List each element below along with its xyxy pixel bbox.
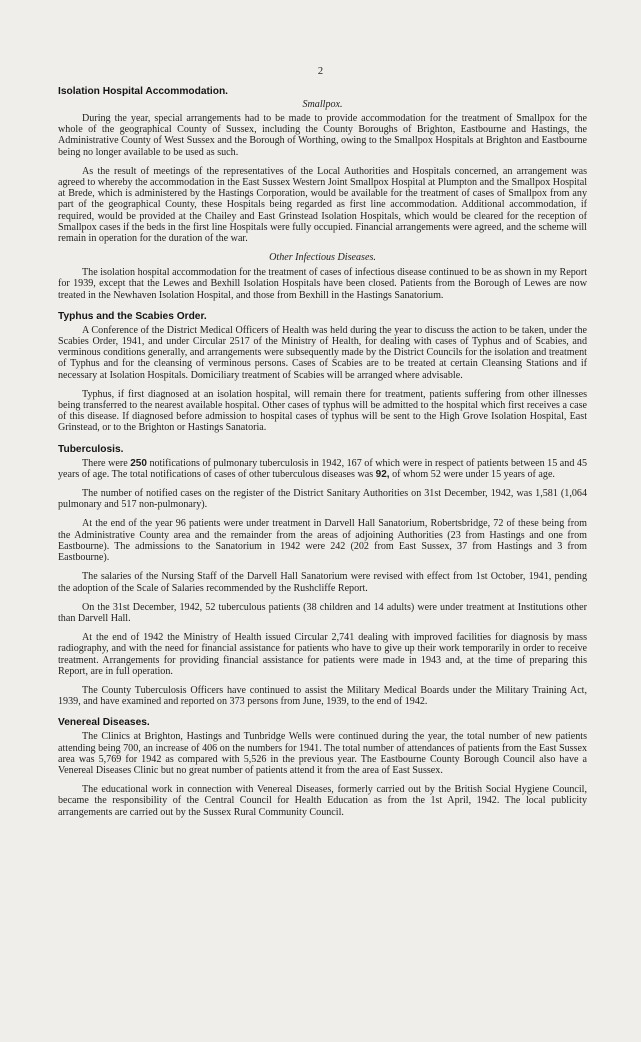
paragraph-venereal-1: The Clinics at Brighton, Hastings and Tunbridge Wells were continued during the year, the total number of new patients attending being 700, an increase of 406 on the numbers for 1941. The total number of attendances of patients from the East Sussex area was 5,769 for 1942 as compared with 5,526 in the previous year. The Eastbourne County Borough Council also have a Venereal Diseases Clinic but no great number of patients attend it from the area of East Sussex.: [58, 731, 587, 776]
paragraph-tuberculosis-7: The County Tuberculosis Officers have continued to assist the Military Medical Boards under the Military Training Act, 1939, and have examined and reported on 373 persons from June, 1939, to the end of 1942.: [58, 684, 587, 708]
paragraph-venereal-2: The educational work in connection with Venereal Diseases, formerly carried out by the British Social Hygiene Council, became the responsibility of the Central Council for Health Education as from the 1st April, 1942. The local publicity arrangements are carried out by the Sussex Rural Community Council.: [58, 784, 587, 818]
subheading-smallpox: Smallpox.: [302, 99, 343, 110]
subheading-other-infectious: Other Infectious Diseases.: [269, 252, 376, 264]
paragraph-tuberculosis-5: On the 31st December, 1942, 52 tuberculous patients (38 children and 14 adults) were under treatment at Institutions other than Darvell Hall.: [58, 601, 587, 624]
paragraph-typhus-1: A Conference of the District Medical Officers of Health was held during the year to discuss the action to be taken, under the Scabies Order, 1941, and under Circular 2517 of the Ministry of Health, for dealing with cases of Typhus and of Scabies, and verminous conditions generally, and arrangements were subsequently made by the District Councils for the isolation and treatment of Typhus and for the cleansing of verminous persons. Cases of Scabies are to be treated at certain Cleansing Stations and if necessary at Isolation Hospitals. Domiciliary treatment of Scabies will be arranged where advisable.: [58, 324, 587, 381]
paragraph-tuberculosis-6: At the end of 1942 the Ministry of Health issued Circular 2,741 dealing with improved facilities for diagnosis by mass radiography, and with the need for financial assistance for patients who have to give up their work temporarily in order to receive treatment. Arrangements for providing financial assistance for patients were made in 1943 and, at the time of preparing this Report, are in full operation.: [58, 632, 587, 677]
paragraph-tuberculosis-3: At the end of the year 96 patients were under treatment in Darvell Hall Sanatorium, Robertsbridge, 72 of these being from the Administrative County area and the remainder from the areas of adjoining Authorities (23 from Hastings and one from Eastbourne). The admissions to the Sanatorium in 1942 were 242 (202 from East Sussex, 37 from Hastings and 3 from Eastbourne).: [58, 518, 587, 564]
page-number: 2: [317, 66, 324, 77]
tb-text-a: There were: [82, 457, 131, 469]
paragraph-tuberculosis-4: The salaries of the Nursing Staff of the Darvell Hall Sanatorium were revised with effect from 1st October, 1941, pending the adoption of the Scale of Salaries recommended by the Rushcliffe Report.: [58, 571, 587, 594]
paragraph-tuberculosis-2: The number of notified cases on the register of the District Sanitary Authorities on 31st December, 1942, was 1,581 (1,064 pulmonary and 517 non-pulmonary).: [58, 488, 587, 511]
paragraph-tuberculosis-1: [58, 458, 587, 480]
paragraph-typhus-2: Typhus, if first diagnosed at an isolation hospital, will remain there for treatment, patients suffering from other illnesses being transferred to the nearest available hospital. Other cases of typhus will be admitted to the hospital which first receives a case of this disease. If diagnosed before admission to hospital cases of typhus will be sent to the High Grove Isolation Hospital, East Grinstead, or to the Brighton or Hastings Sanatoria.: [58, 388, 587, 434]
paragraph-smallpox-2: As the result of meetings of the representatives of the Local Authorities and Hospitals concerned, an arrangement was agreed to whereby the accommodation in the East Sussex Western Joint Smallpox Hospital at Plumpton and the Smallpox Hospital at Brede, which is administered by the Hastings Corporation, would be available for the treatment of cases of Smallpox from any part of the geographical County, these Hospitals being regarded as first line accommodation. Additional accommodation, if required, would be provided at the Chailey and East Grinstead Isolation Hospitals, which would be cleared for the reception of Smallpox cases if the beds in the first line Hospitals were fully occupied. Financial arrangements were agreed, and the scheme will remain in operation for the duration of the war.: [58, 165, 587, 245]
tb-notifications-count: 250: [130, 457, 147, 469]
section-heading-isolation: Isolation Hospital Accommodation.: [58, 86, 228, 97]
section-heading-typhus: Typhus and the Scabies Order.: [58, 310, 207, 322]
paragraph-smallpox-1: During the year, special arrangements had to be made to provide accommodation for the treatment of Smallpox for the whole of the geographical County of Sussex, including the County Boroughs of Brighton, Eastbourne and Hastings, the Administrative County of West Sussex and the Borough of Worthing, owing to the Smallpox Hospitals at Brighton and Eastbourne being no longer available to be used as such.: [58, 113, 587, 158]
section-heading-tuberculosis: Tuberculosis.: [58, 443, 124, 455]
section-heading-venereal: Venereal Diseases.: [58, 717, 150, 729]
tb-other-count: 92,: [375, 468, 390, 480]
tb-text-b: notifications of pulmonary tuberculosis in 1942, 167 of which were in respect of patients between 15 and 45 years of age. The total notifications of cases of other tuberculous diseases was: [58, 457, 588, 480]
paragraph-other-infectious: The isolation hospital accommodation for the treatment of cases of infectious disease continued to be as shown in my Report for 1939, except that the Lewes and Bexhill Isolation Hospitals have been closed. Patients from the Borough of Lewes are now treated in the Newhaven Isolation Hospital, and those from Bexhill in the Hastings Sanatorium.: [58, 267, 587, 301]
tb-text-c: of whom 52 were under 15 years of age.: [389, 468, 555, 480]
